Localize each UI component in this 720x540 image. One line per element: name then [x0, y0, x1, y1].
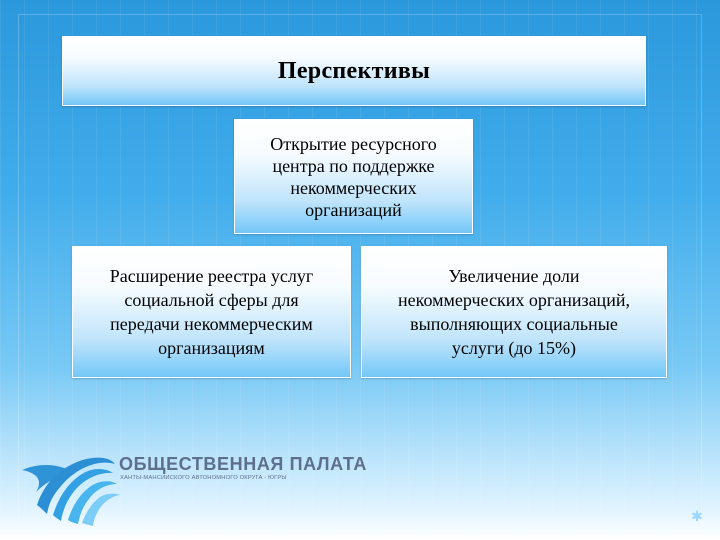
slide-title: Перспективы: [277, 57, 431, 84]
services-registry-text: Расширение реестра услуг социальной сферы для передачи некоммерческим организациям: [109, 266, 314, 358]
logo-subtitle: ХАНТЫ-МАНСИЙСКОГО АВТОНОМНОГО ОКРУГА - ЮГРЫ: [120, 475, 287, 481]
resource-center-text: Открытие ресурсного центра по поддержке некоммерческих организаций: [270, 133, 437, 220]
services-registry-box: [72, 246, 351, 378]
title-box: [62, 36, 646, 106]
nonprofit-share-box: [361, 246, 667, 378]
resource-center-box: [234, 119, 473, 234]
asterisk-icon: ✱: [691, 509, 703, 525]
nonprofit-share-text: Увеличение доли некоммерческих организаций, выполняющих социальные услуги (до 15%): [398, 266, 630, 358]
logo-title: ОБЩЕСТВЕННАЯ ПАЛАТА: [119, 454, 367, 474]
public-chamber-logo: [16, 444, 367, 528]
wave-logo-icon: [16, 444, 128, 528]
